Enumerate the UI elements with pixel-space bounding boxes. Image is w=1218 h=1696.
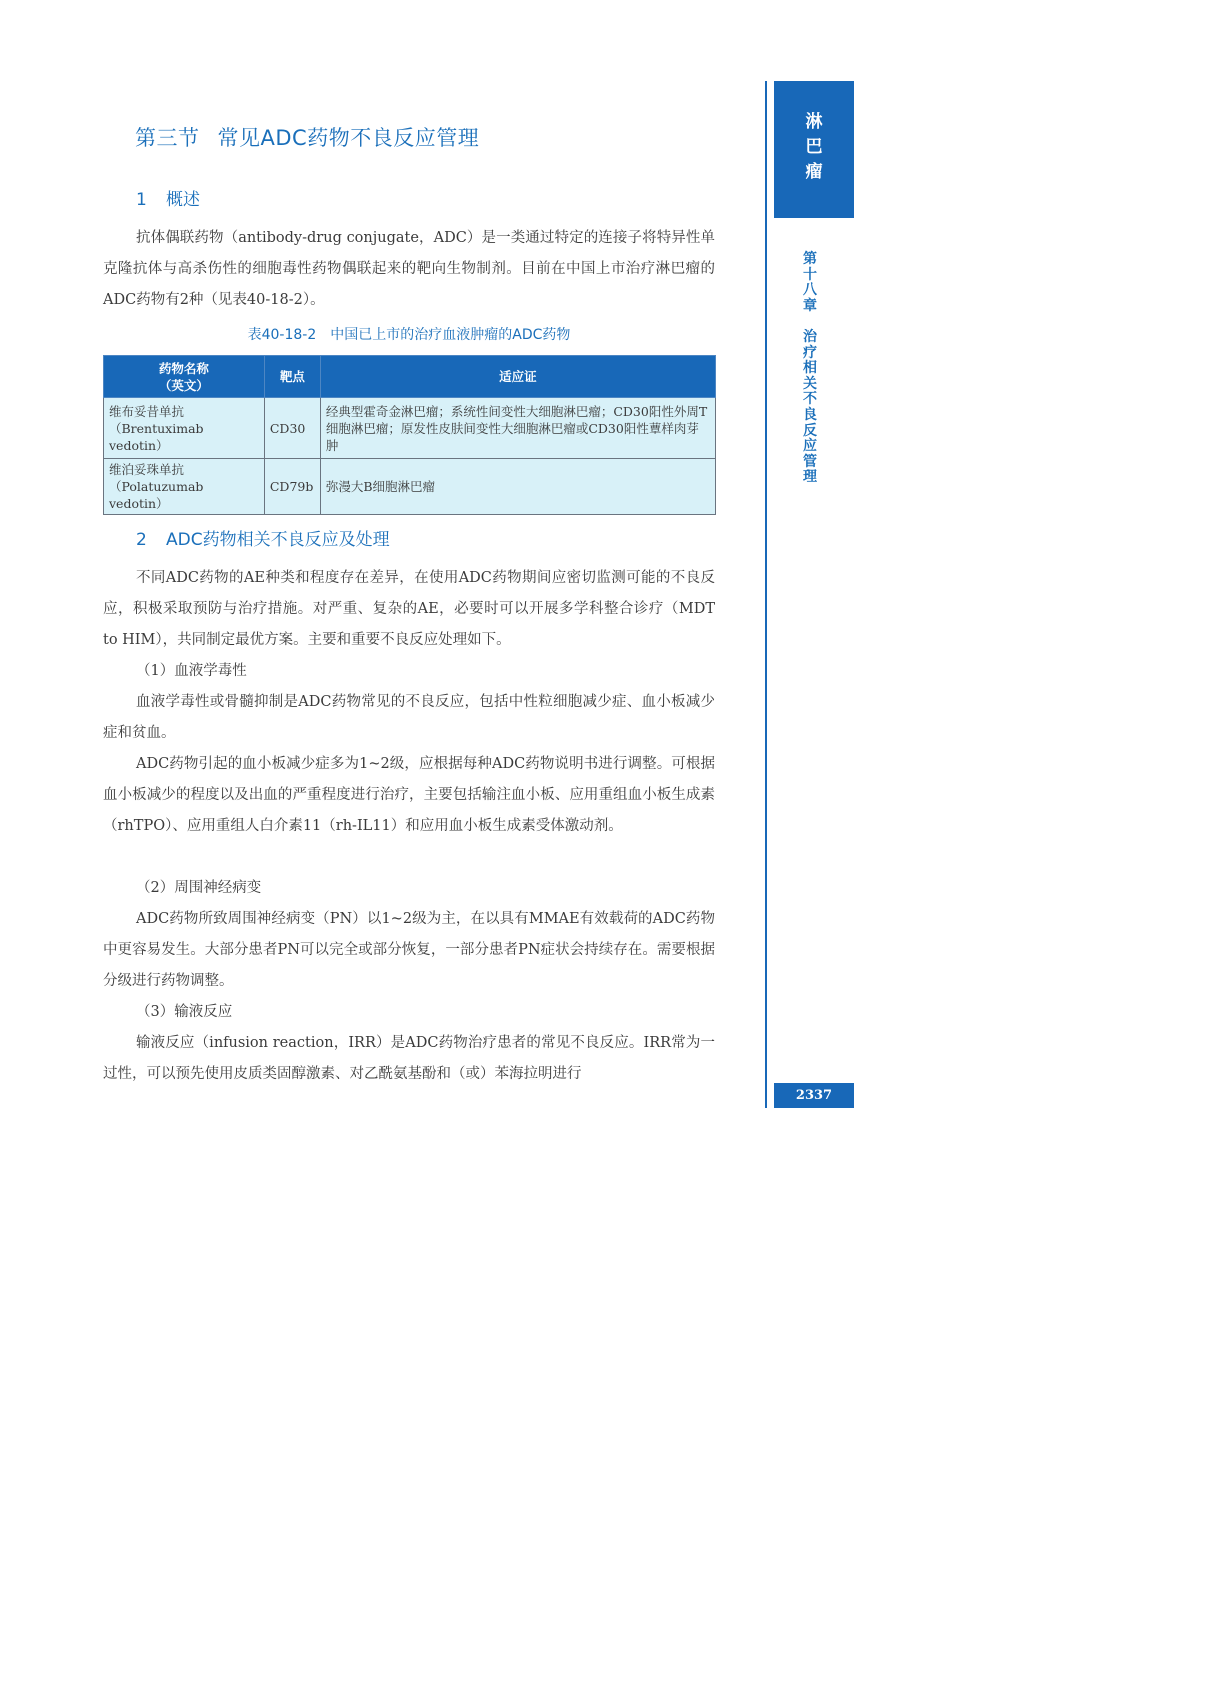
header-target: 靶点 [264,356,320,398]
item-peripheral-neuropathy: （2）周围神经病变 [136,880,262,896]
subsection-2-heading [136,525,390,550]
drug-name-cell [104,398,265,459]
target-cell: CD79b [264,459,320,515]
header-drug-name-line2: （英文） [158,377,209,393]
indication-cell: 经典型霍奇金淋巴瘤；系统性间变性大细胞淋巴瘤；CD30阳性外周T细胞淋巴瘤；原发性皮肤间变性大细胞淋巴瘤或CD30阳性蕈样肉芽肿 [320,398,715,459]
target-cell: CD30 [264,398,320,459]
header-indication: 适应证 [320,356,715,398]
item-hematologic-toxicity: （1）血液学毒性 [136,663,247,679]
adc-drug-table [103,355,716,515]
indication-cell: 弥漫大B细胞淋巴瘤 [320,459,715,515]
subsection-2-number: 2 [136,530,147,550]
item-infusion-reaction: （3）输液反应 [136,1004,233,1020]
page-number: 2337 [795,1088,833,1103]
subsection-1-number: 1 [136,190,147,210]
paragraph-ae-intro: 不同ADC药物的AE种类和程度存在差异，在使用ADC药物期间应密切监测可能的不良反应，积极采取预防与治疗措施。对严重、复杂的AE，必要时可以开展多学科整合诊疗（MDT to HIM），共同制定最优方案。主要和重要不良反应处理如下。 [103,570,715,648]
table-row [104,398,716,459]
section-title [135,122,479,152]
table-caption: 表40-18-2 中国已上市的治疗血液肿瘤的ADC药物 [247,327,571,343]
subsection-1-heading [136,185,200,210]
section-heading-text: 常见ADC药物不良反应管理 [217,126,480,150]
table-header-row [104,356,716,398]
header-drug-name-line1: 药物名称 [158,360,209,376]
paragraph-hematologic-1: 血液学毒性或骨髓抑制是ADC药物常见的不良反应，包括中性粒细胞减少症、血小板减少症和贫血。 [103,694,715,741]
header-drug-name [104,356,265,398]
drug-english-name: （Polatuzumab vedotin） [109,479,204,511]
drug-english-name: （Brentuximab vedotin） [109,420,204,453]
paragraph-infusion: 输液反应（infusion reaction，IRR）是ADC药物治疗患者的常见不良反应。IRR常为一过性，可以预先使用皮质类固醇激素、对乙酰氨基酚和（或）苯海拉明进行 [103,1035,715,1082]
drug-name-cell [104,459,265,515]
paragraph-overview: 抗体偶联药物（antibody-drug conjugate，ADC）是一类通过特定的连接子将特异性单克隆抗体与高杀伤性的细胞毒性药物偶联起来的靶向生物制剂。目前在中国上市治疗淋巴瘤的ADC药物有2种（见表40-18-2）。 [103,230,715,308]
drug-name: 维布妥昔单抗 [109,403,185,419]
paragraph-hematologic-2: ADC药物引起的血小板减少症多为1~2级，应根据每种ADC药物说明书进行调整。可根据血小板减少的程度以及出血的严重程度进行治疗，主要包括输注血小板、应用重组血小板生成素（rhTPO）、应用重组人白介素11（rh-IL11）和应用血小板生成素受体激动剂。 [103,756,715,834]
subsection-2-title: ADC药物相关不良反应及处理 [166,530,390,550]
sidebar-chapter-label: 第 十 八 章 治 疗 相 关 不 良 反 应 管 理 [803,251,817,486]
drug-name: 维泊妥珠单抗 [109,462,185,477]
section-label: 第三节 [135,126,200,150]
sidebar-title: 淋 巴 瘤 [805,112,823,182]
sidebar-rule [765,81,767,1108]
subsection-1-title: 概述 [166,190,200,210]
table-row [104,459,716,515]
paragraph-neuropathy: ADC药物所致周围神经病变（PN）以1~2级为主，在以具有MMAE有效载荷的ADC药物中更容易发生。大部分患者PN可以完全或部分恢复，一部分患者PN症状会持续存在。需要根据分级进行药物调整。 [103,911,715,989]
